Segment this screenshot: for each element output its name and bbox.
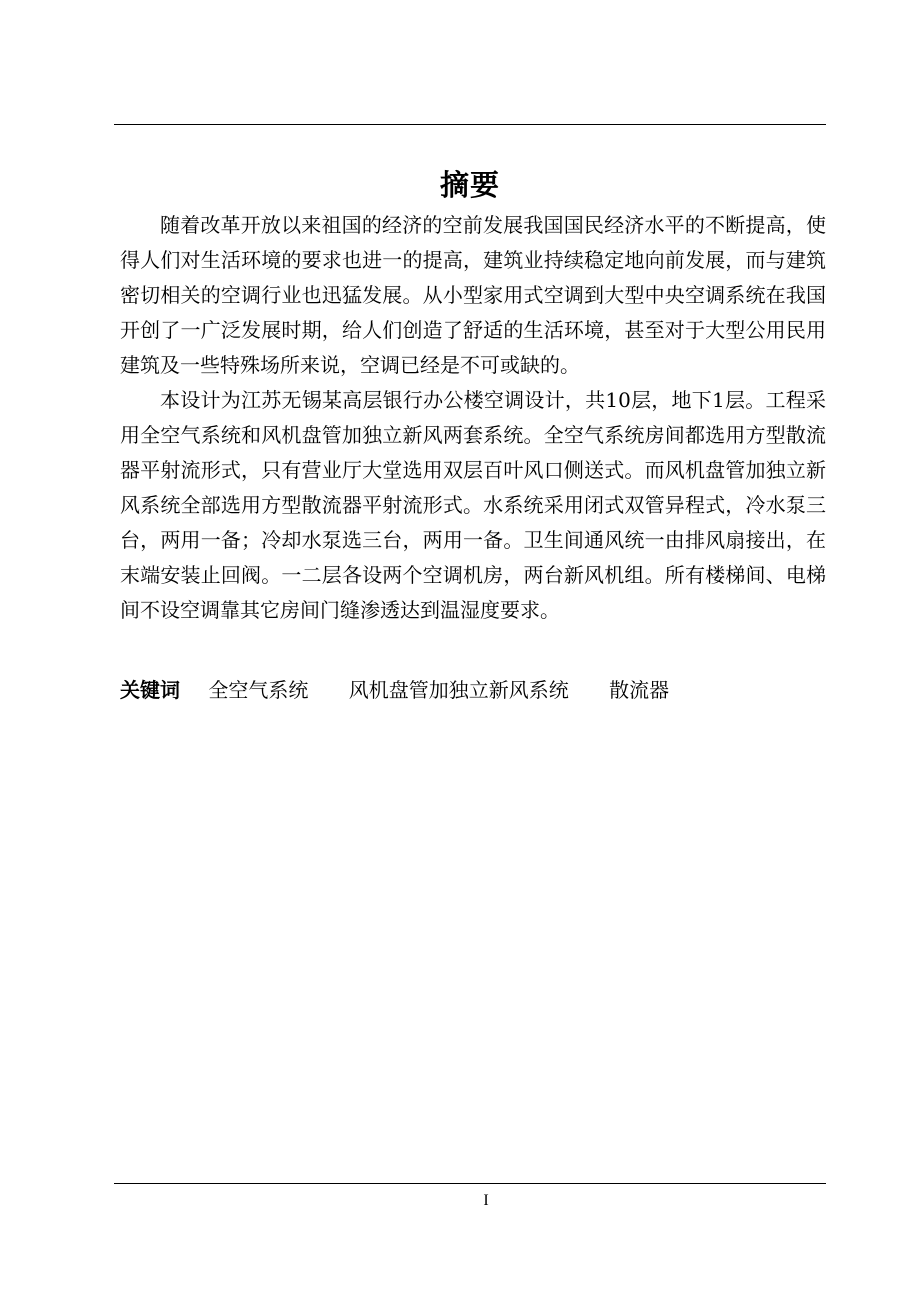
keywords-line — [120, 675, 703, 705]
header-rule — [114, 124, 826, 125]
page-number: I — [483, 1192, 489, 1209]
keywords-label: 关键词 — [120, 678, 180, 702]
abstract-paragraph-2: 本设计为江苏无锡某高层银行办公楼空调设计，共10层，地下1层。工程采用全空气系统和风机盘管加独立新风两套系统。全空气系统房间都选用方型散流器平射流形式，只有营业厅大堂选用双层百叶风口侧送式。而风机盘管加独立新风系统全部选用方型散流器平射流形式。水系统采用闭式双管异程式，冷水泵三台，两用一备；冷却水泵选三台，两用一备。卫生间通风统一由排风扇接出，在末端安装止回阀。一二层各设两个空调机房，两台新风机组。所有楼梯间、电梯间不设空调靠其它房间门缝渗透达到温湿度要求。 — [120, 388, 826, 622]
footer-rule — [114, 1183, 826, 1184]
abstract-body — [120, 208, 826, 628]
abstract-paragraph-1: 随着改革开放以来祖国的经济的空前发展我国国民经济水平的不断提高，使得人们对生活环境的要求也进一的提高，建筑业持续稳定地向前发展，而与建筑密切相关的空调行业也迅猛发展。从小型家用式空调到大型中央空调系统在我国开创了一广泛发展时期，给人们创造了舒适的生活环境，甚至对于大型公用民用建筑及一些特殊场所来说，空调已经是不可或缺的。 — [120, 213, 826, 377]
keyword-item: 散流器 — [609, 678, 670, 702]
page-title: 摘要 — [439, 168, 500, 203]
keyword-item: 风机盘管加独立新风系统 — [348, 678, 569, 702]
keyword-item: 全空气系统 — [208, 678, 309, 702]
